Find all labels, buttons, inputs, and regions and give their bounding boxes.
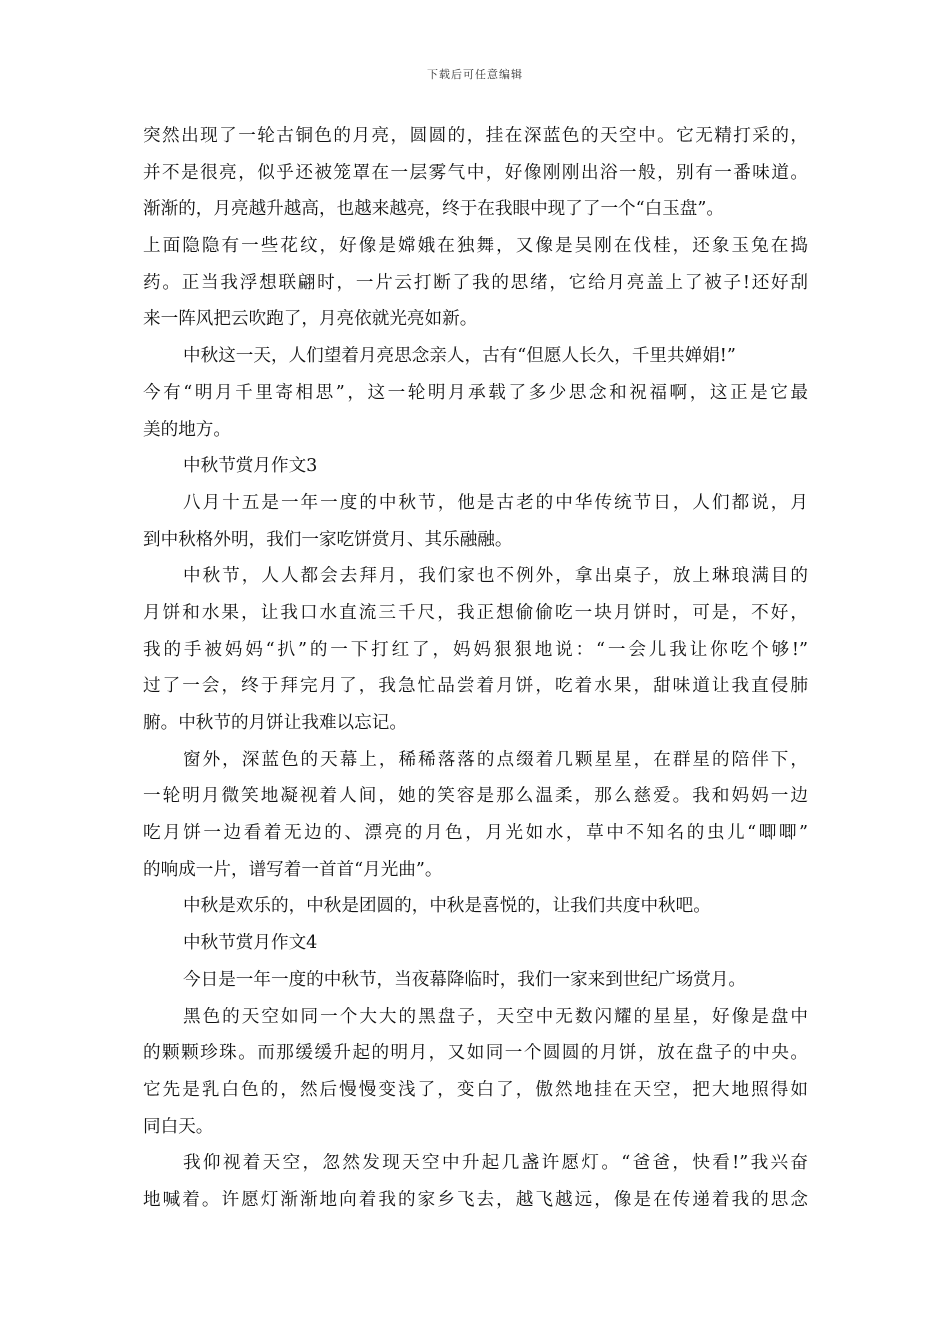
- text-line: 到中秋格外明，我们一家吃饼赏月、其乐融融。: [143, 529, 513, 550]
- text-line: 八月十五是一年一度的中秋节，他是古老的中华传统节日，人们都说，月: [183, 492, 808, 513]
- text-line: 中秋节赏月作文4: [183, 933, 318, 954]
- text-line: 过了一会，终于拜完月了，我急忙品尝着月饼，吃着水果，甜味道让我直侵肺: [143, 676, 808, 697]
- text-line: 一轮明月微笑地凝视着人间，她的笑容是那么温柔，那么慈爱。我和妈妈一边: [143, 786, 808, 807]
- text-line: 窗外，深蓝色的天幕上，稀稀落落的点缀着几颗星星，在群星的陪伴下，: [183, 749, 808, 770]
- text-line: 中秋是欢乐的，中秋是团圆的，中秋是喜悦的，让我们共度中秋吧。: [183, 896, 711, 917]
- text-line: 同白天。: [143, 1116, 214, 1137]
- page-header: 下载后可任意编辑: [427, 68, 523, 81]
- text-line: 腑。中秋节的月饼让我难以忘记。: [143, 713, 407, 733]
- text-line: 吃月饼一边看着无边的、漂亮的月色，月光如水，草中不知名的虫儿“唧唧”: [143, 823, 808, 844]
- text-line: 上面隐隐有一些花纹，好像是嫦娥在独舞，又像是吴刚在伐桂，还象玉兔在捣: [143, 236, 808, 257]
- text-line: 它先是乳白色的，然后慢慢变浅了，变白了，傲然地挂在天空，把大地照得如: [143, 1079, 808, 1100]
- text-line: 中秋这一天，人们望着月亮思念亲人，古有“但愿人长久，千里共婵娟!”: [183, 346, 736, 367]
- text-line: 中秋节赏月作文3: [183, 456, 318, 477]
- text-line: 渐渐的，月亮越升越高，也越来越亮，终于在我眼中现了了一个“白玉盘”。: [143, 199, 724, 220]
- text-line: 黑色的天空如同一个大大的黑盘子，天空中无数闪耀的星星，好像是盘中: [183, 1006, 808, 1027]
- text-line: 今日是一年一度的中秋节，当夜幕降临时，我们一家来到世纪广场赏月。: [183, 969, 747, 990]
- text-line: 我仰视着天空，忽然发现天空中升起几盏许愿灯。“爸爸，快看!”我兴奋: [183, 1153, 808, 1174]
- text-line: 地喊着。许愿灯渐渐地向着我的家乡飞去，越飞越远，像是在传递着我的思念: [143, 1189, 808, 1210]
- paragraph-lines: [143, 118, 808, 1219]
- text-line: 中秋节，人人都会去拜月，我们家也不例外，拿出桌子，放上琳琅满目的: [183, 566, 808, 587]
- text-line: 美的地方。: [143, 419, 231, 440]
- text-line: 并不是很亮，似乎还被笼罩在一层雾气中，好像刚刚出浴一般，别有一番味道。: [143, 162, 808, 183]
- text-line: 的响成一片，谱写着一首首“月光曲”。: [143, 859, 443, 880]
- text-line: 我的手被妈妈“扒”的一下打红了，妈妈狠狠地说：“一会儿我让你吃个够!”: [143, 639, 808, 660]
- document-body: [143, 118, 808, 1219]
- text-line: 来一阵风把云吹跑了，月亮依就光亮如新。: [143, 309, 478, 330]
- text-line: 突然出现了一轮古铜色的月亮，圆圆的，挂在深蓝色的天空中。它无精打采的，: [143, 126, 808, 146]
- text-line: 月饼和水果，让我口水直流三千尺，我正想偷偷吃一块月饼时，可是，不好，: [143, 602, 808, 623]
- text-line: 药。正当我浮想联翩时，一片云打断了我的思绪，它给月亮盖上了被子!还好刮: [143, 272, 808, 293]
- text-line: 的颗颗珍珠。而那缓缓升起的明月，又如同一个圆圆的月饼，放在盘子的中央。: [143, 1043, 808, 1064]
- text-line: 今有“明月千里寄相思”，这一轮明月承载了多少思念和祝福啊，这正是它最: [143, 382, 808, 403]
